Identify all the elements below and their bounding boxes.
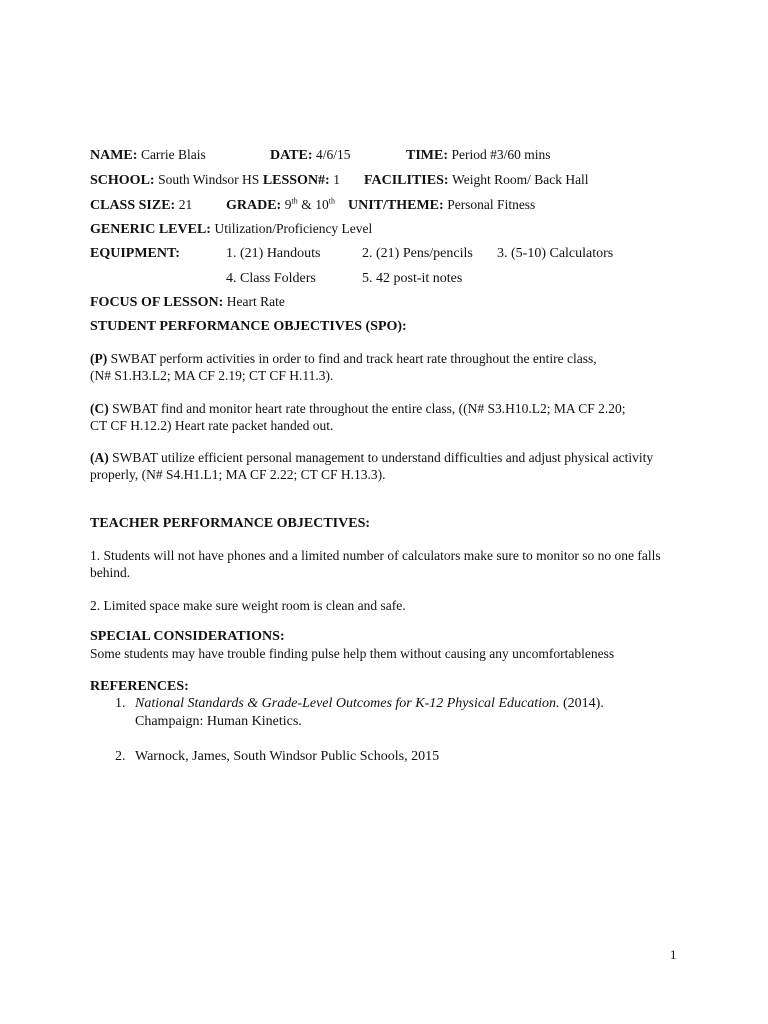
reference-1-year: (2014). <box>563 696 604 711</box>
spo-c-line2: CT CF H.12.2) Heart rate packet handed out. <box>90 418 334 433</box>
reference-1-title: National Standards & Grade-Level Outcomes for K-12 Physical Education. <box>135 696 560 711</box>
name-value: Carrie Blais <box>140 147 206 162</box>
equipment-item: 4. Class Folders <box>226 271 316 286</box>
focus-field <box>90 293 285 311</box>
facilities-label: FACILITIES: <box>364 173 449 188</box>
time-field <box>406 146 551 164</box>
grade-label: GRADE: <box>226 198 282 213</box>
unit-label: UNIT/THEME: <box>348 198 444 213</box>
school-value: South Windsor HS <box>158 172 260 187</box>
unit-field <box>348 196 535 214</box>
spo-p-line2: (N# S1.H3.L2; MA CF 2.19; CT CF H.11.3). <box>90 368 334 383</box>
equipment-label: EQUIPMENT: <box>90 246 180 261</box>
spo-a-line2: properly, (N# S4.H1.L1; MA CF 2.22; CT CF H.13.3). <box>90 467 386 482</box>
special-heading: SPECIAL CONSIDERATIONS: <box>90 629 285 644</box>
reference-1-line2: Champaign: Human Kinetics. <box>135 714 302 729</box>
references-heading: REFERENCES: <box>90 679 189 694</box>
time-label: TIME: <box>406 148 448 163</box>
date-label: DATE: <box>270 148 313 163</box>
school-field <box>90 171 340 189</box>
reference-1 <box>135 695 604 712</box>
date-value: 4/6/15 <box>316 147 351 162</box>
equipment-item: 1. (21) Handouts <box>226 246 321 261</box>
grade-b: 10 <box>315 197 329 212</box>
name-field <box>90 146 206 164</box>
spo-p-tag: (P) <box>90 351 108 366</box>
spo-a-line1: SWBAT utilize efficient personal management to understand difficulties and adjust physical activity <box>112 450 654 465</box>
unit-value: Personal Fitness <box>447 197 536 212</box>
equipment-item: 2. (21) Pens/pencils <box>362 246 473 261</box>
facilities-value: Weight Room/ Back Hall <box>452 172 589 187</box>
spo-a-tag: (A) <box>90 450 109 465</box>
spo-heading: STUDENT PERFORMANCE OBJECTIVES (SPO): <box>90 319 407 334</box>
tpo-heading: TEACHER PERFORMANCE OBJECTIVES: <box>90 516 371 531</box>
page-number: 1 <box>670 947 677 962</box>
grade-field <box>226 196 335 214</box>
class-size-field <box>90 196 192 214</box>
special-text: Some students may have trouble finding pulse help them without causing any uncomfortableness <box>90 646 615 661</box>
class-size-value: 21 <box>178 197 193 212</box>
equipment-item: 5. 42 post-it notes <box>362 271 463 286</box>
spo-affective <box>90 449 690 483</box>
generic-level-value: Utilization/Proficiency Level <box>214 221 373 236</box>
generic-level-label: GENERIC LEVEL: <box>90 222 211 237</box>
lesson-value: 1 <box>333 172 340 187</box>
name-label: NAME: <box>90 148 138 163</box>
grade-a: 9 <box>284 197 292 212</box>
facilities-field <box>364 171 589 189</box>
tpo-item-1-line1: 1. Students will not have phones and a limited number of calculators make sure to monitor so no one falls <box>90 548 661 563</box>
tpo-item-2: 2. Limited space make sure weight room is clean and safe. <box>90 598 406 613</box>
spo-psychomotor <box>90 350 690 384</box>
time-value: Period #3/60 mins <box>451 147 551 162</box>
reference-2-number: 2. <box>115 749 126 764</box>
equipment-item: 3. (5-10) Calculators <box>497 246 614 261</box>
date-field <box>270 146 351 164</box>
grade-amp: & <box>301 197 312 212</box>
reference-1-number: 1. <box>115 696 126 711</box>
generic-level-field <box>90 220 372 238</box>
class-size-label: CLASS SIZE: <box>90 198 176 213</box>
reference-2: Warnock, James, South Windsor Public Schools, 2015 <box>135 749 440 764</box>
focus-label: FOCUS OF LESSON: <box>90 295 224 310</box>
spo-c-line1: SWBAT find and monitor heart rate throughout the entire class, ((N# S3.H10.L2; MA CF 2.20; <box>112 401 626 416</box>
grade-a-sup: th <box>291 196 298 206</box>
tpo-item-1 <box>90 547 690 581</box>
spo-cognitive <box>90 400 690 434</box>
grade-b-sup: th <box>328 196 335 206</box>
lesson-label: LESSON#: <box>262 173 330 188</box>
school-label: SCHOOL: <box>90 173 155 188</box>
spo-c-tag: (C) <box>90 401 109 416</box>
focus-value: Heart Rate <box>226 294 285 309</box>
tpo-item-1-line2: behind. <box>90 565 131 580</box>
spo-p-line1: SWBAT perform activities in order to find and track heart rate throughout the entire class, <box>110 351 597 366</box>
